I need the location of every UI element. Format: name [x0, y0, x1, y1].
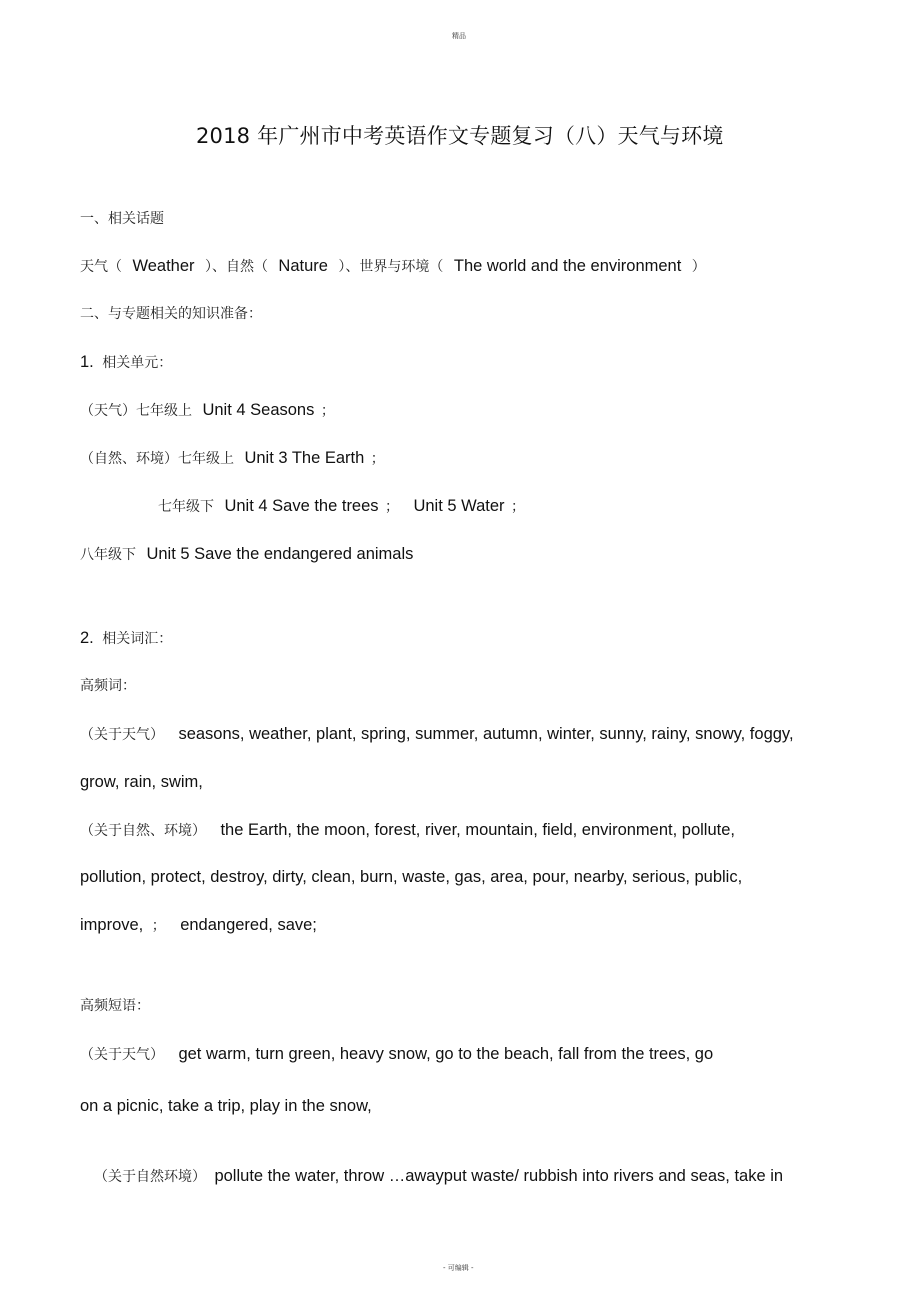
words-weather-line-1 [80, 726, 794, 743]
unit-row-1-cn: （天气）七年级上 [80, 403, 192, 419]
unit-row-3-cn: 七年级下 [158, 499, 214, 515]
words-env-text-3a: improve, [80, 916, 144, 934]
units-num: 1. [80, 353, 94, 371]
words-env-sep: ； [151, 918, 166, 934]
words-env-label: （关于自然、环境） [80, 823, 206, 839]
topic-nature-en: Nature [278, 257, 328, 275]
phrases-env-text-1: pollute the water, throw …awayput waste/ rubbish into rivers and seas, take in [214, 1167, 784, 1185]
unit-row-2-cn: （自然、环境）七年级上 [80, 451, 234, 467]
page-header-mark: 精品 [452, 32, 466, 40]
topic-nature-cn: ）、自然（ [204, 259, 268, 275]
unit-row-3-en2: Unit 5 Water [413, 497, 505, 515]
unit-row-3 [158, 498, 525, 515]
words-env-text-3b: endangered, save; [180, 916, 317, 934]
vocab-num: 2. [80, 629, 94, 647]
topic-world-en: The world and the environment [453, 257, 682, 275]
phrases-weather-text-1: get warm, turn green, heavy snow, go to the beach, fall from the trees, go [178, 1045, 714, 1063]
section1-heading: 一、相关话题 [80, 211, 164, 227]
phrases-weather-label: （关于天气） [80, 1047, 164, 1063]
topic-close: ） [691, 259, 706, 275]
words-env-text-1: the Earth, the moon, forest, river, mountain, field, environment, pollute, [220, 821, 735, 839]
unit-row-2 [80, 450, 385, 467]
section2-heading: 二、与专题相关的知识准备： [80, 306, 262, 322]
unit-row-4-en: Unit 5 Save the endangered animals [146, 545, 414, 563]
unit-row-1-en: Unit 4 Seasons [202, 401, 315, 419]
phrases-env-line-1 [94, 1168, 783, 1185]
unit-row-3-sep: ； [385, 499, 399, 515]
unit-row-4 [80, 546, 413, 563]
topics-line [80, 258, 706, 275]
phrases-heading: 高频短语： [80, 998, 150, 1014]
words-weather-text-2: grow, rain, swim, [80, 773, 203, 791]
unit-row-1-end: ； [320, 403, 335, 419]
unit-row-4-cn: 八年级下 [80, 547, 136, 563]
words-env-line-1 [80, 822, 735, 839]
topic-weather-en: Weather [132, 257, 195, 275]
vocab-heading [80, 630, 172, 647]
phrases-weather-text-2: on a picnic, take a trip, play in the snow, [80, 1097, 372, 1115]
phrases-weather-line-1 [80, 1046, 713, 1063]
unit-row-3-end: ； [511, 499, 525, 515]
words-weather-label: （关于天气） [80, 727, 164, 743]
units-heading-text: 相关单元： [102, 355, 173, 371]
unit-row-2-en: Unit 3 The Earth [244, 449, 365, 467]
words-env-line-3 [80, 917, 317, 934]
words-env-text-2: pollution, protect, destroy, dirty, clean, burn, waste, gas, area, pour, nearby, serious, public, [80, 868, 743, 886]
unit-row-1 [80, 402, 335, 419]
words-weather-text-1: seasons, weather, plant, spring, summer, autumn, winter, sunny, rainy, snowy, foggy, [178, 725, 794, 743]
topic-weather-cn: 天气（ [80, 259, 122, 275]
topic-world-cn: ）、世界与环境（ [338, 259, 444, 275]
page-footer-mark: - 可编辑 - [443, 1264, 474, 1272]
unit-row-3-en1: Unit 4 Save the trees [224, 497, 379, 515]
vocab-heading-text: 相关词汇： [102, 631, 173, 647]
phrases-env-label: （关于自然环境） [94, 1169, 206, 1185]
words-heading: 高频词： [80, 678, 136, 694]
units-heading [80, 354, 172, 371]
unit-row-2-end: ； [370, 451, 385, 467]
page-title: 2018 年广州市中考英语作文专题复习（八）天气与环境 [196, 124, 724, 148]
